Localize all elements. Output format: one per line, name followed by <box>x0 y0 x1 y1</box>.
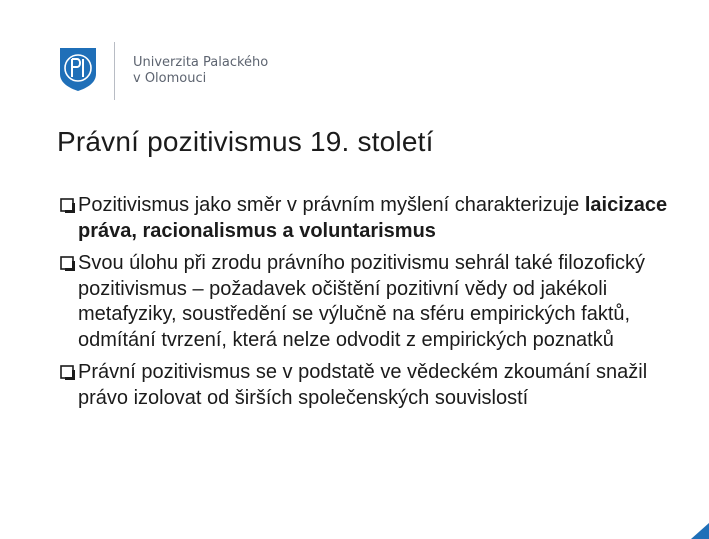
university-name <box>133 55 268 87</box>
hollow-square-bullet-icon <box>60 256 76 272</box>
university-name-line2: v Olomouci <box>133 71 207 86</box>
bullet-item <box>60 193 670 244</box>
bullet-text-bold: laicizace práva, racionalismus a voluntarismus <box>78 194 668 242</box>
university-name-line1: Univerzita Palackého <box>133 55 269 70</box>
bullet-text: Právní pozitivismus se v podstatě ve vědeckém zkoumání snažil právo izolovat od širších společenských souvislostí <box>78 361 648 409</box>
bullet-list <box>60 193 670 418</box>
corner-decoration <box>691 523 709 539</box>
bullet-item <box>60 251 670 353</box>
university-shield-icon <box>58 46 98 92</box>
bullet-text: Svou úlohu při zrodu právního pozitivismu sehrál také filozofický pozitivismus – požadavek očištění pozitivní vědy od jakékoli metafyziky, soustředění se výlučně na sféru empirických faktů, odmítání tvrzení, která nelze odvodit z empirických poznatků <box>78 252 645 351</box>
bullet-text: Pozitivismus jako směr v právním myšlení charakterizuje <box>78 194 585 216</box>
logo-divider <box>114 42 115 100</box>
bullet-item <box>60 360 670 411</box>
hollow-square-bullet-icon <box>60 198 76 214</box>
slide-title: Právní pozitivismus 19. století <box>57 126 434 157</box>
hollow-square-bullet-icon <box>60 365 76 381</box>
